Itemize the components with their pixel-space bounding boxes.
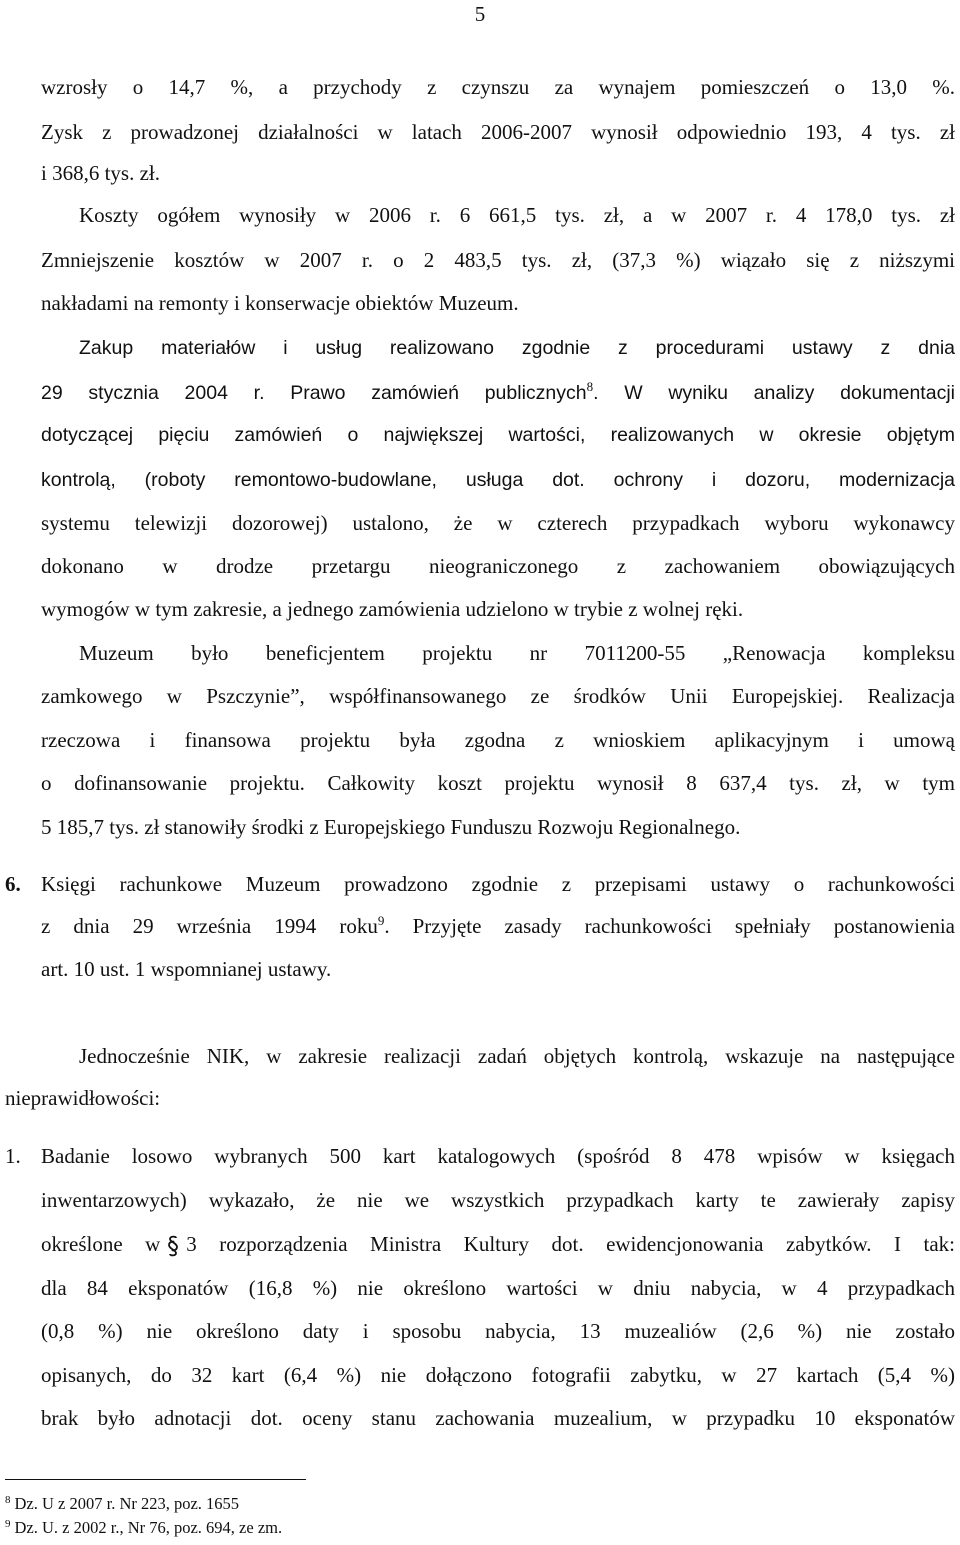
text-line xyxy=(41,464,955,495)
text-line: Muzeum było beneficjentem projektu nr 7011200-55 „Renowacja kompleksu xyxy=(79,641,955,665)
text-line: nakładami na remonty i konserwacje obiektów Muzeum. xyxy=(41,291,519,315)
footnote-text: Dz. U. z 2002 r., Nr 76, poz. 694, ze zm. xyxy=(14,1518,283,1537)
text-line: wzrosły o 14,7 %, a przychody z czynszu za wynajem pomieszczeń o 13,0 %. xyxy=(41,75,955,99)
footnote-text: Dz. U z 2007 r. Nr 223, poz. 1655 xyxy=(14,1494,240,1513)
paragraph-sign-icon xyxy=(166,1235,180,1257)
text-line: rzeczowa i finansowa projektu była zgodna z wnioskiem aplikacyjnym i umową xyxy=(41,728,955,752)
footnote-ref-9: 9 xyxy=(377,913,385,928)
footnote-mark: 9 xyxy=(5,1517,11,1530)
footnote xyxy=(5,1494,239,1514)
text-line: Zakup materiałów i usług realizowano zgodnie z procedurami ustawy z dnia xyxy=(79,337,955,359)
text-line xyxy=(41,377,955,408)
text-segment: określone w xyxy=(41,1232,161,1256)
footnote-mark: 8 xyxy=(5,1493,11,1506)
text-line: dotyczącej pięciu zamówień o największej wartości, realizowanych w okresie objętym xyxy=(41,424,955,446)
text-line: Badanie losowo wybranych 500 kart katalogowych (spośród 8 478 wpisów w księgach xyxy=(41,1144,955,1168)
text-line: Zysk z prowadzonej działalności w latach 2006-2007 wynosił odpowiednio 193, 4 tys. zł xyxy=(41,120,955,144)
text-line: Zmniejszenie kosztów w 2007 r. o 2 483,5 tys. zł, (37,3 %) wiązało się z niższymi xyxy=(41,248,955,272)
text-line: (0,8 %) nie określono daty i sposobu nabycia, 13 muzealiów (2,6 %) nie zostało xyxy=(41,1319,955,1343)
text-line: Jednocześnie NIK, w zakresie realizacji zadań objętych kontrolą, wskazuje na następujące xyxy=(79,1044,955,1068)
text-segment: z dnia 29 września 1994 roku xyxy=(41,914,378,938)
footnote-divider xyxy=(5,1479,306,1480)
text-line: zamkowego w Pszczynie”, współfinansowanego ze środków Unii Europejskiej. Realizacja xyxy=(41,684,955,708)
text-line: Koszty ogółem wynosiły w 2006 r. 6 661,5 tys. zł, a w 2007 r. 4 178,0 tys. zł xyxy=(79,203,955,227)
text-segment: kontrolą, (roboty remontowo-budowlane, usługa dot. xyxy=(41,469,585,491)
text-line: systemu telewizji dozorowej) ustalono, że w czterech przypadkach wyboru wykonawcy xyxy=(41,511,955,535)
text-line: inwentarzowych) wykazało, że nie we wszystkich przypadkach karty te zawierały zapisy xyxy=(41,1188,955,1212)
list-number: 1. xyxy=(5,1144,21,1168)
text-line: o dofinansowanie projektu. Całkowity koszt projektu wynosił 8 637,4 tys. zł, w tym xyxy=(41,771,955,795)
text-line xyxy=(41,911,955,941)
text-segment: . Przyjęte zasady rachunkowości spełniały postanowienia xyxy=(384,914,955,938)
text-line: dla 84 eksponatów (16,8 %) nie określono wartości w dniu nabycia, w 4 przypadkach xyxy=(41,1276,955,1300)
text-line: art. 10 ust. 1 wspomnianej ustawy. xyxy=(41,957,332,981)
text-line: Księgi rachunkowe Muzeum prowadzono zgodnie z przepisami ustawy o rachunkowości xyxy=(41,872,955,896)
text-line: dokonano w drodze przetargu nieograniczonego z zachowaniem obowiązujących xyxy=(41,554,955,578)
text-line: brak było adnotacji dot. oceny stanu zachowania muzealium, w przypadku 10 eksponatów xyxy=(41,1406,955,1430)
text-line: opisanych, do 32 kart (6,4 %) nie dołączono fotografii zabytku, w 27 kartach (5,4 %) xyxy=(41,1363,955,1387)
section-number: 6. xyxy=(5,872,21,896)
footnote xyxy=(5,1518,282,1538)
text-line: wymogów w tym zakresie, a jednego zamówienia udzielono w trybie z wolnej ręki. xyxy=(41,597,744,621)
text-segment: 29 stycznia 2004 r. Prawo zamówień publicznych xyxy=(41,382,587,404)
text-segment: ochrony i dozoru, modernizacja xyxy=(584,469,956,491)
footnote-ref-8: 8 xyxy=(586,379,594,394)
text-segment: . W wyniku analizy dokumentacji xyxy=(593,382,955,404)
text-line: nieprawidłowości: xyxy=(5,1086,161,1110)
page-number: 5 xyxy=(474,2,486,26)
text-line: 5 185,7 tys. zł stanowiły środki z Europejskiego Funduszu Rozwoju Regionalnego. xyxy=(41,815,741,839)
text-line xyxy=(41,1229,955,1259)
text-line: i 368,6 tys. zł. xyxy=(41,161,160,185)
text-segment: 3 rozporządzenia Ministra Kultury dot. ewidencjonowania zabytków. I tak: xyxy=(186,1232,955,1256)
